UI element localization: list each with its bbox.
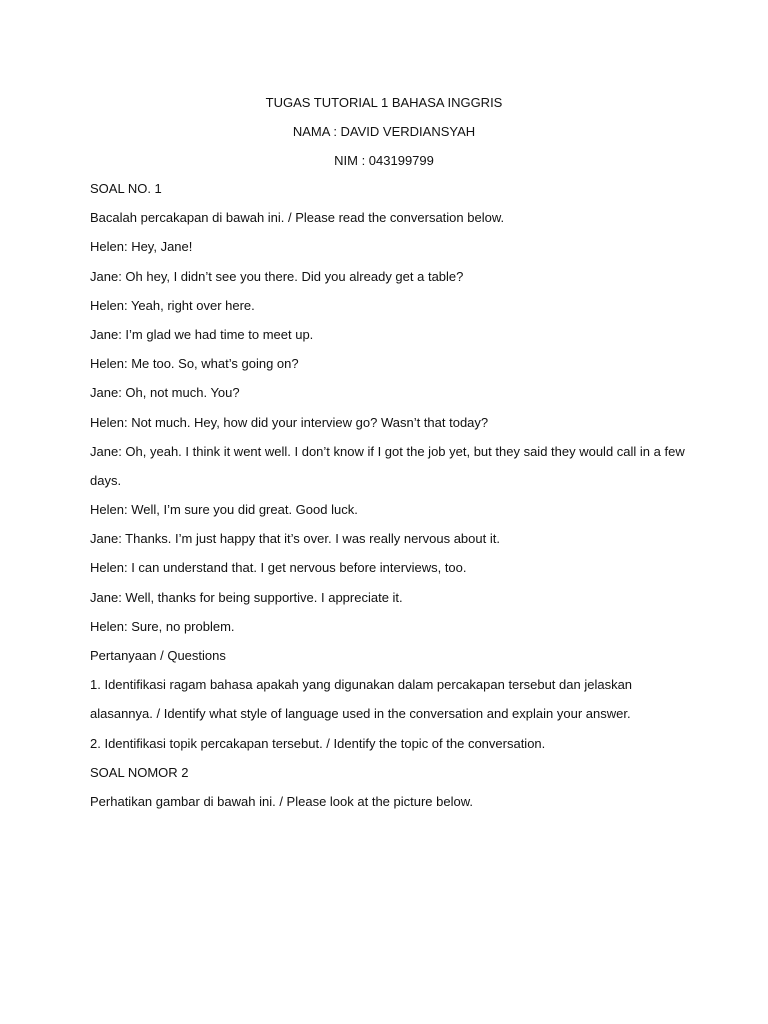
instruction-line: Bacalah percakapan di bawah ini. / Please read the conversation below. bbox=[90, 210, 505, 226]
dialogue-line: Jane: Well, thanks for being supportive. I appreciate it. bbox=[90, 589, 403, 605]
dialogue-line: Helen: Me too. So, what’s going on? bbox=[90, 356, 299, 372]
dialogue-line: Jane: Thanks. I’m just happy that it’s over. I was really nervous about it. bbox=[90, 531, 500, 547]
student-nim: NIM : 043199799 bbox=[334, 153, 434, 168]
document-body bbox=[90, 181, 690, 823]
questions-heading: Pertanyaan / Questions bbox=[90, 648, 226, 663]
dialogue-line: Helen: I can understand that. I get nervous before interviews, too. bbox=[90, 560, 467, 576]
dialogue-line: Jane: Oh, not much. You? bbox=[90, 385, 240, 401]
question-1-continued: alasannya. / Identify what style of language used in the conversation and explain your answer. bbox=[90, 706, 631, 722]
dialogue-line: Jane: Oh hey, I didn’t see you there. Did you already get a table? bbox=[90, 268, 464, 284]
question-2: 2. Identifikasi topik percakapan tersebut. / Identify the topic of the conversation. bbox=[90, 735, 546, 751]
dialogue-line: Helen: Not much. Hey, how did your interview go? Wasn’t that today? bbox=[90, 414, 489, 430]
instruction-line: Perhatikan gambar di bawah ini. / Please look at the picture below. bbox=[90, 793, 474, 809]
section-heading-soal-2: SOAL NOMOR 2 bbox=[90, 764, 189, 780]
dialogue-line: Helen: Yeah, right over here. bbox=[90, 297, 255, 313]
section-heading-soal-1: SOAL NO. 1 bbox=[90, 181, 162, 196]
dialogue-line: Jane: Oh, yeah. I think it went well. I don’t know if I got the job yet, but they said they would call in a few bbox=[90, 443, 685, 459]
student-name: NAMA : DAVID VERDIANSYAH bbox=[292, 124, 476, 139]
dialogue-line: Helen: Well, I’m sure you did great. Good luck. bbox=[90, 502, 358, 518]
document-title: TUGAS TUTORIAL 1 BAHASA INGGRIS bbox=[265, 95, 503, 110]
dialogue-line: Helen: Hey, Jane! bbox=[90, 239, 193, 255]
dialogue-line-continued: days. bbox=[90, 472, 122, 488]
dialogue-line: Helen: Sure, no problem. bbox=[90, 618, 235, 634]
question-1: 1. Identifikasi ragam bahasa apakah yang digunakan dalam percakapan tersebut dan jelaskan bbox=[90, 677, 633, 693]
dialogue-line: Jane: I’m glad we had time to meet up. bbox=[90, 326, 314, 342]
